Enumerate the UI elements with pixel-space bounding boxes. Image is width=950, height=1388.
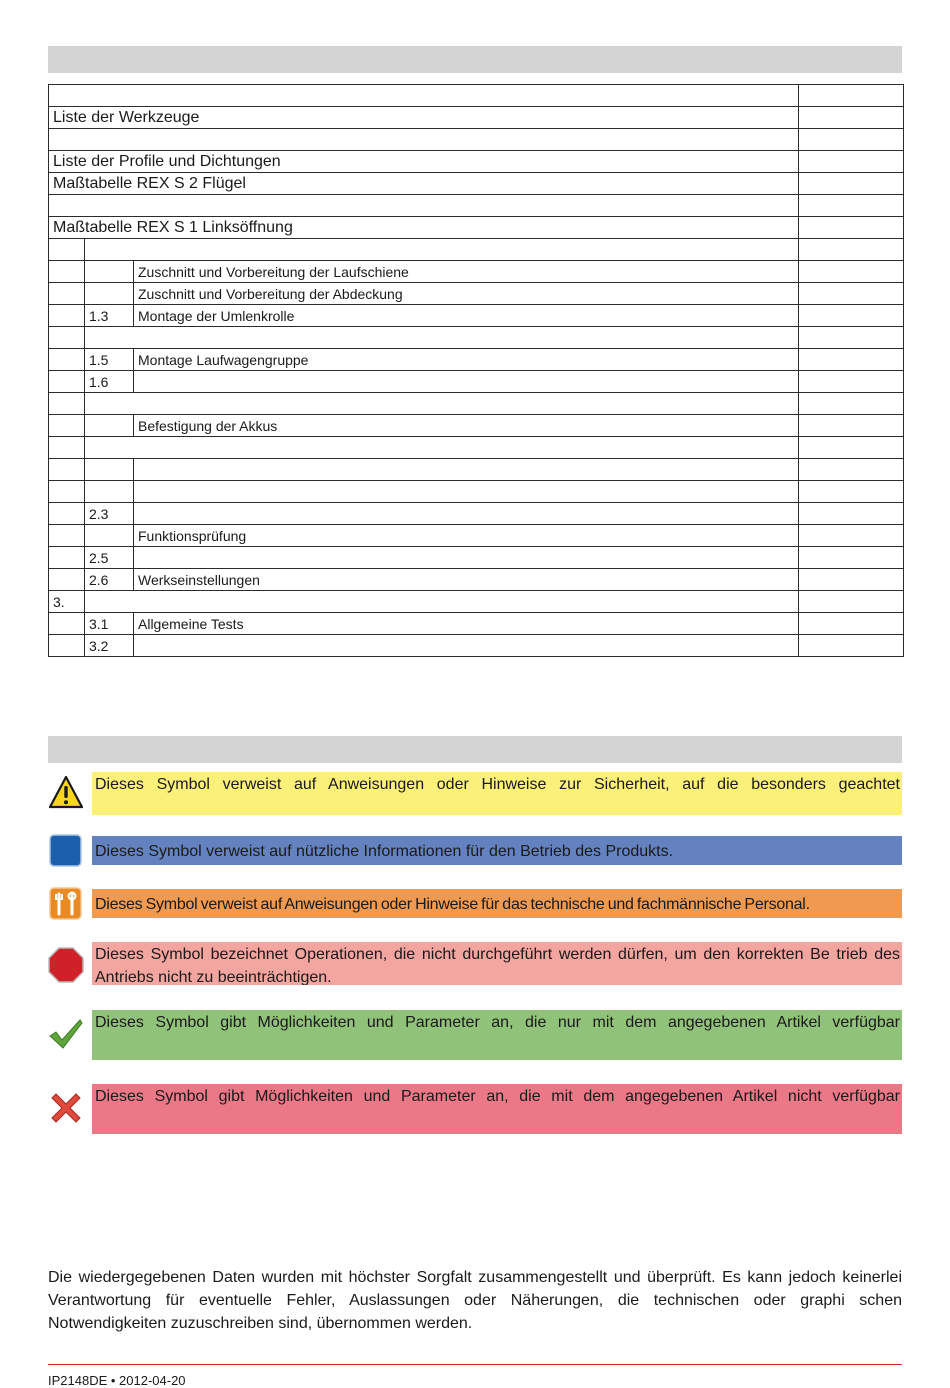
table-row bbox=[49, 151, 904, 173]
stop-sign-icon bbox=[48, 947, 84, 983]
toc-entry-title[interactable] bbox=[49, 85, 799, 107]
table-row bbox=[49, 569, 904, 591]
toc-page-cell bbox=[799, 635, 904, 657]
toc-subsection-title[interactable] bbox=[85, 393, 799, 415]
toc-subsection-title[interactable]: Montage der Umlenkrolle bbox=[134, 305, 799, 327]
toc-page-cell bbox=[799, 437, 904, 459]
footer-doc-code: IP2148DE • 2012-04-20 bbox=[48, 1373, 186, 1388]
toc-subsection-title[interactable]: Werkseinstellungen bbox=[134, 569, 799, 591]
toc-subsection-number: 1.6 bbox=[85, 371, 134, 393]
toc-page-cell bbox=[799, 415, 904, 437]
toc-page-cell bbox=[799, 195, 904, 217]
toc-subsection-title[interactable] bbox=[85, 327, 799, 349]
toc-page-cell bbox=[799, 173, 904, 195]
toc-indent-cell bbox=[49, 503, 85, 525]
cross-icon bbox=[48, 1090, 84, 1126]
toc-subsection-title[interactable]: Zuschnitt und Vorbereitung der Abdeckung bbox=[134, 283, 799, 305]
toc-subsection-number: 2.5 bbox=[85, 547, 134, 569]
table-of-contents bbox=[48, 84, 904, 657]
table-row bbox=[49, 173, 904, 195]
toc-header-bar bbox=[48, 46, 902, 73]
toc-indent-cell bbox=[49, 349, 85, 371]
toc-subsection-number: 3.2 bbox=[85, 635, 134, 657]
warning-triangle-icon bbox=[48, 775, 84, 811]
toc-subsection-number bbox=[85, 283, 134, 305]
table-row bbox=[49, 393, 904, 415]
toc-indent-cell bbox=[49, 613, 85, 635]
legend-text-available: Dieses Symbol gibt Möglichkeiten und Parameter an, die nur mit dem angegebenen Artikel verfügbar bbox=[92, 1010, 902, 1060]
toc-page-cell bbox=[799, 613, 904, 635]
toc-section-number bbox=[49, 239, 85, 261]
toc-page-cell bbox=[799, 129, 904, 151]
toc-page-cell bbox=[799, 525, 904, 547]
toc-page-cell bbox=[799, 503, 904, 525]
toc-subsection-title[interactable]: Allgemeine Tests bbox=[134, 613, 799, 635]
table-row bbox=[49, 591, 904, 613]
toc-subsection-title[interactable]: Zuschnitt und Vorbereitung der Laufschiene bbox=[134, 261, 799, 283]
toc-indent-cell bbox=[49, 283, 85, 305]
table-row bbox=[49, 261, 904, 283]
legend-text-forbidden: Dieses Symbol bezeichnet Operationen, die nicht durchgeführt werden dürfen, um den korrekten Be trieb des Antriebs nicht zu beeinträchtigen. bbox=[92, 942, 902, 985]
toc-entry-title[interactable]: Maßtabelle REX S 2 Flügel bbox=[49, 173, 799, 195]
toc-indent-cell bbox=[49, 569, 85, 591]
toc-indent-cell bbox=[49, 305, 85, 327]
table-row bbox=[49, 239, 904, 261]
toc-page-cell bbox=[799, 107, 904, 129]
table-row bbox=[49, 635, 904, 657]
legend-text-safety: Dieses Symbol verweist auf Anweisungen oder Hinweise zur Sicherheit, auf die besonders geachtet bbox=[92, 772, 902, 815]
legend-text-technician: Dieses Symbol verweist auf Anweisungen oder Hinweise für das technische und fachmännische Personal. bbox=[92, 889, 902, 918]
table-row bbox=[49, 371, 904, 393]
table-row bbox=[49, 129, 904, 151]
toc-subsection-number: 2.3 bbox=[85, 503, 134, 525]
legend-text-info: Dieses Symbol verweist auf nützliche Informationen für den Betrieb des Produkts. bbox=[92, 836, 902, 865]
toc-subsection-number bbox=[85, 459, 134, 481]
toc-page-cell bbox=[799, 239, 904, 261]
toc-subsection-number: 1.3 bbox=[85, 305, 134, 327]
legend-technician bbox=[48, 889, 902, 918]
table-row bbox=[49, 525, 904, 547]
toc-subsection-title[interactable] bbox=[134, 371, 799, 393]
toc-indent-cell bbox=[49, 459, 85, 481]
table-row bbox=[49, 107, 904, 129]
table-row bbox=[49, 437, 904, 459]
table-row bbox=[49, 503, 904, 525]
table-row bbox=[49, 481, 904, 503]
toc-subsection-number: 1.5 bbox=[85, 349, 134, 371]
legend-info bbox=[48, 836, 902, 865]
toc-page-cell bbox=[799, 547, 904, 569]
toc-page-cell bbox=[799, 261, 904, 283]
toc-indent-cell bbox=[49, 635, 85, 657]
table-row bbox=[49, 349, 904, 371]
toc-page-cell bbox=[799, 327, 904, 349]
toc-entry-title[interactable]: Maßtabelle REX S 1 Linksöffnung bbox=[49, 217, 799, 239]
toc-page-cell bbox=[799, 591, 904, 613]
toc-subsection-title[interactable] bbox=[134, 547, 799, 569]
checkmark-icon bbox=[48, 1016, 84, 1052]
tools-icon bbox=[48, 886, 84, 922]
toc-subsection-number: 2.6 bbox=[85, 569, 134, 591]
toc-page-cell bbox=[799, 217, 904, 239]
toc-entry-title[interactable] bbox=[49, 195, 799, 217]
table-row bbox=[49, 217, 904, 239]
toc-indent-cell bbox=[49, 547, 85, 569]
toc-indent-cell bbox=[49, 327, 85, 349]
toc-subsection-title[interactable] bbox=[134, 481, 799, 503]
table-row bbox=[49, 327, 904, 349]
toc-subsection-number bbox=[85, 481, 134, 503]
toc-indent-cell bbox=[49, 393, 85, 415]
table-row bbox=[49, 283, 904, 305]
toc-subsection-title[interactable] bbox=[134, 635, 799, 657]
toc-subsection-title[interactable] bbox=[134, 459, 799, 481]
toc-page-cell bbox=[799, 371, 904, 393]
table-row bbox=[49, 459, 904, 481]
table-row bbox=[49, 195, 904, 217]
legend-header-bar bbox=[48, 736, 902, 763]
toc-page-cell bbox=[799, 349, 904, 371]
legend-forbidden bbox=[48, 942, 902, 985]
disclaimer-text: Die wiedergegebenen Daten wurden mit höchster Sorgfalt zusammengestellt und überprüft. Es kann jedoch keinerlei Verantwortung für eventuelle Fehler, Auslassungen oder Näherungen, die technischen oder graphi schen Notwendigkeiten zuzuschreiben sind, übernommen werden. bbox=[48, 1269, 902, 1332]
legend-unavailable bbox=[48, 1084, 902, 1134]
table-row bbox=[49, 613, 904, 635]
info-square-icon bbox=[48, 833, 84, 869]
toc-page-cell bbox=[799, 459, 904, 481]
toc-page-cell bbox=[799, 151, 904, 173]
toc-entry-title[interactable]: Liste der Profile und Dichtungen bbox=[49, 151, 799, 173]
table-row bbox=[49, 305, 904, 327]
toc-subsection-title[interactable]: Befestigung der Akkus bbox=[134, 415, 799, 437]
toc-section-number bbox=[49, 437, 85, 459]
toc-page-cell bbox=[799, 283, 904, 305]
toc-page-cell bbox=[799, 305, 904, 327]
toc-subsection-number bbox=[85, 415, 134, 437]
toc-subsection-title[interactable]: Montage Laufwagengruppe bbox=[134, 349, 799, 371]
toc-indent-cell bbox=[49, 371, 85, 393]
toc-entry-title[interactable] bbox=[49, 129, 799, 151]
toc-page-cell bbox=[799, 85, 904, 107]
toc-page-cell bbox=[799, 393, 904, 415]
table-row bbox=[49, 415, 904, 437]
toc-subsection-title[interactable]: Funktionsprüfung bbox=[134, 525, 799, 547]
toc-page-cell bbox=[799, 481, 904, 503]
toc-indent-cell bbox=[49, 415, 85, 437]
footer-divider bbox=[48, 1364, 902, 1365]
legend-available bbox=[48, 1010, 902, 1060]
toc-section-title[interactable] bbox=[85, 591, 799, 613]
toc-subsection-number bbox=[85, 261, 134, 283]
toc-entry-title[interactable]: Liste der Werkzeuge bbox=[49, 107, 799, 129]
toc-indent-cell bbox=[49, 261, 85, 283]
toc-section-title[interactable] bbox=[85, 437, 799, 459]
toc-indent-cell bbox=[49, 481, 85, 503]
legend-safety bbox=[48, 772, 902, 815]
toc-subsection-number bbox=[85, 525, 134, 547]
toc-subsection-title[interactable] bbox=[134, 503, 799, 525]
table-row bbox=[49, 85, 904, 107]
table-row bbox=[49, 547, 904, 569]
toc-indent-cell bbox=[49, 525, 85, 547]
toc-page-cell bbox=[799, 569, 904, 591]
legend-text-unavailable: Dieses Symbol gibt Möglichkeiten und Parameter an, die mit dem angegebenen Artikel nicht verfügbar bbox=[92, 1084, 902, 1134]
toc-section-number: 3. bbox=[49, 591, 85, 613]
toc-subsection-number: 3.1 bbox=[85, 613, 134, 635]
toc-section-title[interactable] bbox=[85, 239, 799, 261]
